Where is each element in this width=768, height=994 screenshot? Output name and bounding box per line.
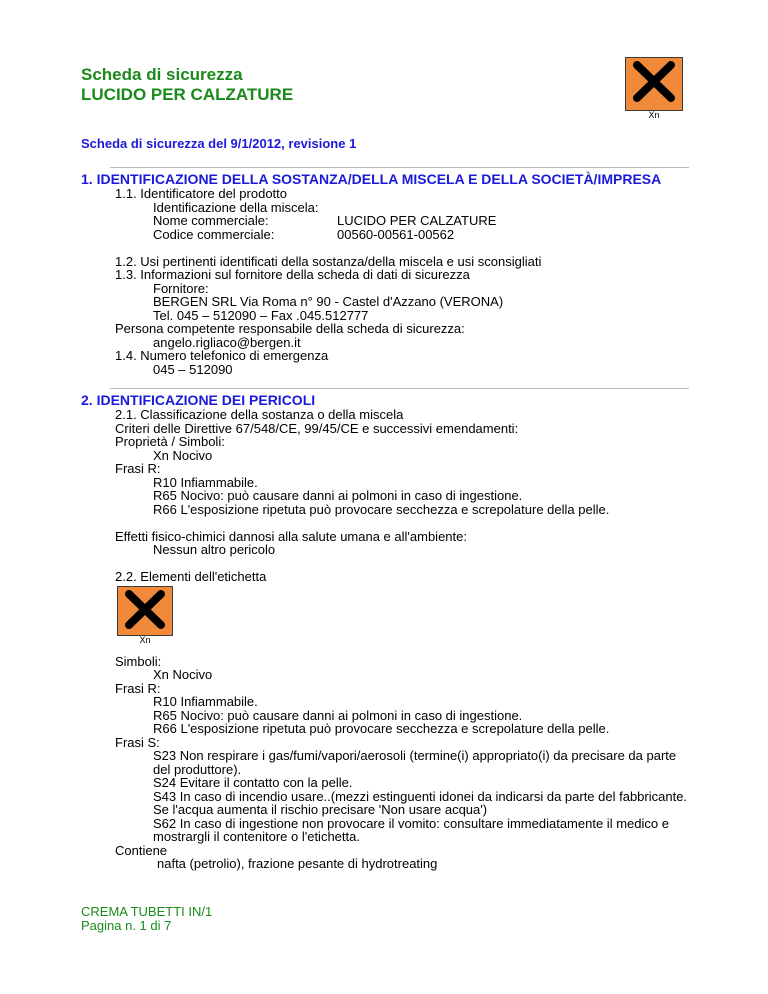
section-1-heading: 1. IDENTIFICAZIONE DELLA SOSTANZA/DELLA MISCELA E DELLA SOCIETÀ/IMPRESA: [81, 171, 662, 187]
subsection-1-3: 1.3. Informazioni sul fornitore della scheda di dati di sicurezza: [115, 267, 470, 282]
footer-doc-code: CREMA TUBETTI IN/1: [81, 904, 213, 919]
r-phrase: R10 Infiammabile.: [153, 475, 258, 490]
mixture-id-label: Identificazione della miscela:: [153, 200, 319, 215]
document-title: Scheda di sicurezza: [81, 65, 243, 84]
supplier-label: Fornitore:: [153, 281, 209, 296]
subsection-2-2: 2.2. Elementi dell'etichetta: [115, 569, 267, 584]
hazard-pictogram-header: [625, 57, 683, 111]
hazard-pictogram-label-element: [117, 586, 173, 636]
subsection-2-1: 2.1. Classificazione della sostanza o della miscela: [115, 407, 404, 422]
responsible-person-label: Persona competente responsabile della scheda di sicurezza:: [115, 321, 465, 336]
subsection-1-4: 1.4. Numero telefonico di emergenza: [115, 348, 329, 363]
criteria-text: Criteri delle Direttive 67/548/CE, 99/45/CE e successivi emendamenti:: [115, 421, 519, 436]
product-name-title: LUCIDO PER CALZATURE: [81, 85, 294, 104]
contains-value: nafta (petrolio), frazione pesante di hydrotreating: [157, 856, 438, 871]
s-phrase-continued: Se l'acqua aumenta il rischio precisare 'Non usare acqua'): [153, 802, 488, 817]
section-2-heading: 2. IDENTIFICAZIONE DEI PERICOLI: [81, 392, 316, 408]
responsible-email: angelo.rigliaco@bergen.it: [153, 335, 301, 350]
hazard-pictogram-label: Xn: [648, 110, 660, 120]
footer-page-number: Pagina n. 1 di 7: [81, 918, 172, 933]
s-phrase: S62 In caso di ingestione non provocare il vomito: consultare immediatamente il medico e: [153, 816, 669, 831]
subsection-1-2: 1.2. Usi pertinenti identificati della sostanza/della miscela e usi sconsigliati: [115, 254, 542, 269]
subsection-1-1: 1.1. Identificatore del prodotto: [115, 186, 288, 201]
r-phrases-label: Frasi R:: [115, 461, 161, 476]
r-phrase: R65 Nocivo: può causare danni ai polmoni in caso di ingestione.: [153, 708, 523, 723]
properties-label: Proprietà / Simboli:: [115, 434, 225, 449]
trade-name-label: Nome commerciale:: [153, 213, 269, 228]
section-divider: [110, 167, 689, 168]
r-phrase: R65 Nocivo: può causare danni ai polmoni in caso di ingestione.: [153, 488, 523, 503]
properties-value: Xn Nocivo: [153, 448, 213, 463]
contains-label: Contiene: [115, 843, 168, 858]
s-phrase: S43 In caso di incendio usare..(mezzi estinguenti idonei da indicarsi da parte del fabbricante.: [153, 789, 688, 804]
r-phrase: R10 Infiammabile.: [153, 694, 258, 709]
r-phrases-label: Frasi R:: [115, 681, 161, 696]
emergency-phone: 045 – 512090: [153, 362, 233, 377]
supplier-phone: Tel. 045 – 512090 – Fax .045.512777: [153, 308, 369, 323]
effects-value: Nessun altro pericolo: [153, 542, 276, 557]
s-phrase: S24 Evitare il contatto con la pelle.: [153, 775, 353, 790]
s-phrase: S23 Non respirare i gas/fumi/vapori/aerosoli (termine(i) appropriato(i) da precisare da parte: [153, 748, 677, 763]
product-code-label: Codice commerciale:: [153, 227, 275, 242]
effects-label: Effetti fisico-chimici dannosi alla salute umana e all'ambiente:: [115, 529, 467, 544]
harmful-x-icon: [118, 587, 172, 635]
supplier-address: BERGEN SRL Via Roma n° 90 - Castel d'Azzano (VERONA): [153, 294, 504, 309]
symbols-value: Xn Nocivo: [153, 667, 213, 682]
s-phrases-label: Frasi S:: [115, 735, 160, 750]
s-phrase-continued: mostrargli il contenitore o l'etichetta.: [153, 829, 360, 844]
r-phrase: R66 L'esposizione ripetuta può provocare secchezza e screpolature della pelle.: [153, 721, 610, 736]
trade-name-value: LUCIDO PER CALZATURE: [337, 213, 497, 228]
symbols-label: Simboli:: [115, 654, 162, 669]
r-phrase: R66 L'esposizione ripetuta può provocare secchezza e screpolature della pelle.: [153, 502, 610, 517]
sds-date-subtitle: Scheda di sicurezza del 9/1/2012, revisione 1: [81, 136, 357, 151]
product-code-value: 00560-00561-00562: [337, 227, 455, 242]
hazard-pictogram-label: Xn: [139, 635, 151, 645]
section-divider: [110, 388, 689, 389]
s-phrase-continued: del produttore).: [153, 762, 242, 777]
harmful-x-icon: [626, 58, 682, 110]
